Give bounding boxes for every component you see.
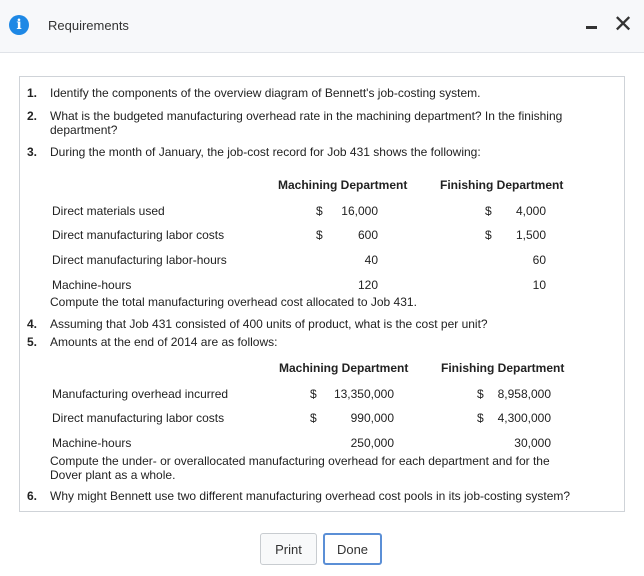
print-button[interactable]: Print [260,533,317,565]
item-text: During the month of January, the job-cost record for Job 431 shows the following: [50,145,481,159]
table2-cell: 990,000 [350,411,394,425]
item-number: 4. [27,317,38,331]
table1-cell: 16,000 [341,204,378,218]
table1-header-machining: Machining Department [278,178,408,192]
table1-cell: 4,000 [515,204,546,218]
window-title: Requirements [48,18,129,33]
table1-cell: $ [485,228,492,242]
table1-row-label: Direct manufacturing labor costs [52,228,225,242]
table1-cell: 120 [357,278,378,292]
done-button[interactable]: Done [323,533,382,565]
table2-cell: 250,000 [350,436,394,450]
minimize-button[interactable] [583,15,601,35]
table1-cell: 40 [364,253,378,267]
item-text: department? [50,123,118,137]
table1-row-label: Direct manufacturing labor-hours [52,253,227,267]
table1-cell: $ [316,204,323,218]
item-text: Identify the components of the overview diagram of Bennett's job-costing system. [50,86,481,100]
table1-header-finishing: Finishing Department [440,178,564,192]
table2-row-label: Direct manufacturing labor costs [52,411,225,425]
close-icon: ✕ [612,10,634,38]
table2-note: Dover plant as a whole. [50,468,176,482]
table2-row-label: Manufacturing overhead incurred [52,387,229,401]
table1-cell: 10 [532,278,546,292]
item-text: Amounts at the end of 2014 are as follows: [50,335,278,349]
table1-cell: $ [316,228,323,242]
table2-cell: $ [310,387,317,401]
table2-row-label: Machine-hours [52,436,132,450]
table2-cell: $ [310,411,317,425]
window-header [0,0,644,53]
table1-row-label: Direct materials used [52,204,165,218]
table2-header-finishing: Finishing Department [441,361,565,375]
table2-header-machining: Machining Department [279,361,409,375]
item-text: What is the budgeted manufacturing overhead rate in the machining department? In the finishing [50,109,563,123]
table2-cell: 13,350,000 [333,387,394,401]
item-text: Assuming that Job 431 consisted of 400 units of product, what is the cost per unit? [50,317,488,331]
table1-cell: 60 [532,253,546,267]
item-number: 1. [27,86,38,100]
item-number: 2. [27,109,38,123]
table1-cell: $ [485,204,492,218]
table1-note: Compute the total manufacturing overhead cost allocated to Job 431. [50,295,417,309]
item-number: 3. [27,145,38,159]
table2-cell: 4,300,000 [497,411,551,425]
table2-cell: $ [477,411,484,425]
close-button[interactable] [610,10,636,38]
requirements-panel [19,76,625,512]
item-number: 6. [27,489,38,503]
table1-cell: 600 [357,228,378,242]
table2-cell: $ [477,387,484,401]
item-number: 5. [27,335,38,349]
item-text: Why might Bennett use two different manufacturing overhead cost pools in its job-costing system? [50,489,571,503]
table2-cell: 8,958,000 [497,387,551,401]
table1-cell: 1,500 [515,228,546,242]
table2-note: Compute the under- or overallocated manufacturing overhead for each department and for the [50,454,550,468]
info-icon: i [9,15,29,35]
table2-cell: 30,000 [514,436,551,450]
table1-row-label: Machine-hours [52,278,132,292]
